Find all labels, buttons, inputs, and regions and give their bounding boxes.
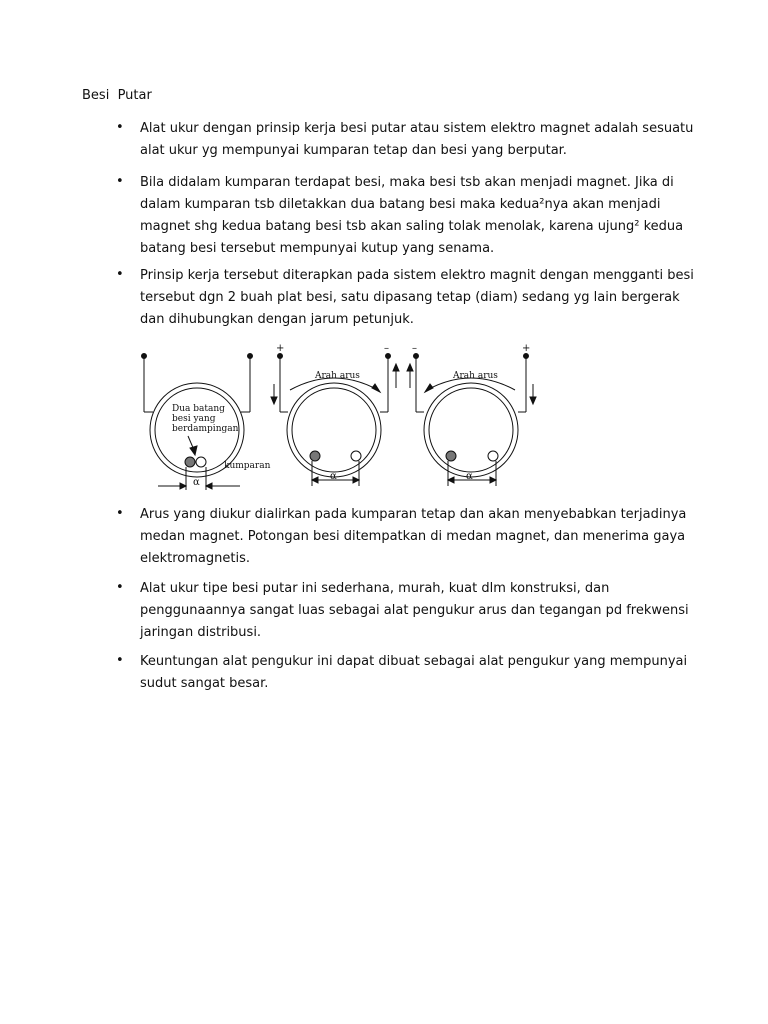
text-line: tersebut dgn 2 buah plat besi, satu dipasang tetap (diam) sedang yg lain bergerak: [140, 290, 680, 305]
text-line: penggunaannya sangat luas sebagai alat pengukur arus dan tegangan pd frekwensi: [140, 603, 689, 618]
angle-symbol-1: α: [193, 477, 200, 488]
text-line: jaringan distribusi.: [140, 625, 262, 640]
angle-symbol-3: α: [466, 471, 473, 482]
bullet-paragraph: [140, 265, 700, 331]
label-rods-line-3: berdampingan: [172, 424, 239, 434]
minus-sign-2: –: [384, 343, 389, 354]
bullet-paragraph: [140, 504, 700, 570]
plus-sign-3: +: [522, 343, 531, 354]
text-line: batang besi tersebut mempunyai kutup yang senama.: [140, 241, 495, 256]
text-line: Keuntungan alat pengukur ini dapat dibuat sebagai alat pengukur yang mempunyai: [140, 654, 688, 669]
text-line: Arus yang diukur dialirkan pada kumparan tetap dan akan menyebabkan terjadinya: [140, 507, 687, 522]
bullet-marker: •: [116, 580, 124, 595]
text-line: dalam kumparan tsb diletakkan dua batang besi maka kedua²nya akan menjadi: [140, 197, 661, 212]
label-current-3: Arah arus: [453, 371, 498, 381]
text-line: sudut sangat besar.: [140, 676, 269, 691]
bullet-paragraph: [140, 651, 700, 695]
label-rods-line-2: besi yang: [172, 414, 216, 424]
moving-iron-diagram: [128, 340, 548, 500]
minus-sign-3: –: [412, 343, 417, 354]
bullet-paragraph: [140, 578, 700, 644]
text-line: dan dihubungkan dengan jarum petunjuk.: [140, 312, 414, 327]
bullet-marker: •: [116, 506, 124, 521]
plus-sign-2: +: [276, 343, 285, 354]
text-line: Alat ukur dengan prinsip kerja besi putar atau sistem elektro magnet adalah sesuatu: [140, 121, 694, 136]
text-line: Alat ukur tipe besi putar ini sederhana, murah, kuat dlm konstruksi, dan: [140, 581, 610, 596]
text-line: magnet shg kedua batang besi tsb akan saling tolak menolak, karena ujung² kedua: [140, 219, 684, 234]
text-line: alat ukur yg mempunyai kumparan tetap dan besi yang berputar.: [140, 143, 567, 158]
page-title: Besi Putar: [82, 88, 152, 103]
text-line: Bila didalam kumparan terdapat besi, maka besi tsb akan menjadi magnet. Jika di: [140, 175, 674, 190]
text-line: medan magnet. Potongan besi ditempatkan di medan magnet, dan menerima gaya: [140, 529, 686, 544]
label-coil: kumparan: [224, 461, 271, 471]
text-line: Prinsip kerja tersebut diterapkan pada sistem elektro magnit dengan mengganti besi: [140, 268, 694, 283]
label-current-2: Arah arus: [315, 371, 360, 381]
angle-symbol-2: α: [330, 471, 337, 482]
label-rods-line-1: Dua batang: [172, 404, 225, 414]
bullet-paragraph: [140, 172, 700, 260]
bullet-marker: •: [116, 120, 124, 135]
bullet-marker: •: [116, 174, 124, 189]
bullet-paragraph: [140, 118, 700, 162]
bullet-marker: •: [116, 653, 124, 668]
text-line: elektromagnetis.: [140, 551, 250, 566]
bullet-marker: •: [116, 267, 124, 282]
